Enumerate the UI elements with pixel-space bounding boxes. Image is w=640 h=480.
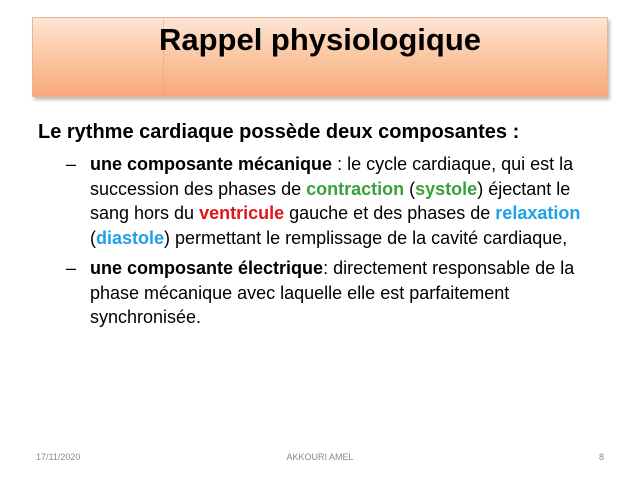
text-segment: gauche et des phases de xyxy=(284,203,496,223)
text-segment: ) permettant le remplissage de la cavité cardiaque, xyxy=(164,227,568,248)
bullet-mecanique xyxy=(38,152,610,250)
text-segment: ( xyxy=(404,178,416,199)
word-relaxation: relaxation xyxy=(495,203,581,223)
lead-text: Le rythme cardiaque possède deux composantes : xyxy=(38,121,520,143)
footer-author: AKKOURI AMEL xyxy=(286,452,354,462)
word-diastole: diastole xyxy=(96,227,165,248)
term-electrique: une composante électrique xyxy=(90,258,324,278)
word-ventricule: ventricule xyxy=(199,203,285,223)
text-segment: ) éjectant le sang hors du xyxy=(90,178,571,223)
bullet-dash: – xyxy=(66,258,77,278)
text-segment: : directement responsable de la phase mécanique avec laquelle elle est parfaitement synchronisée. xyxy=(90,258,575,327)
term-mecanique: une composante mécanique xyxy=(90,154,333,174)
footer-date: 17/11/2020 xyxy=(36,452,81,462)
footer-page-number: 8 xyxy=(598,452,604,462)
bullet-electrique xyxy=(38,256,610,330)
word-systole: systole xyxy=(415,178,478,199)
word-contraction: contraction xyxy=(306,178,405,199)
text-segment: : le cycle cardiaque, qui est la succession des phases de xyxy=(90,154,574,199)
text-segment: ( xyxy=(90,227,96,248)
slide-content xyxy=(38,118,610,336)
bullet-dash: – xyxy=(66,154,77,174)
slide-title: Rappel physiologique xyxy=(158,22,482,57)
title-banner xyxy=(32,17,608,97)
bullet-list xyxy=(38,152,610,330)
